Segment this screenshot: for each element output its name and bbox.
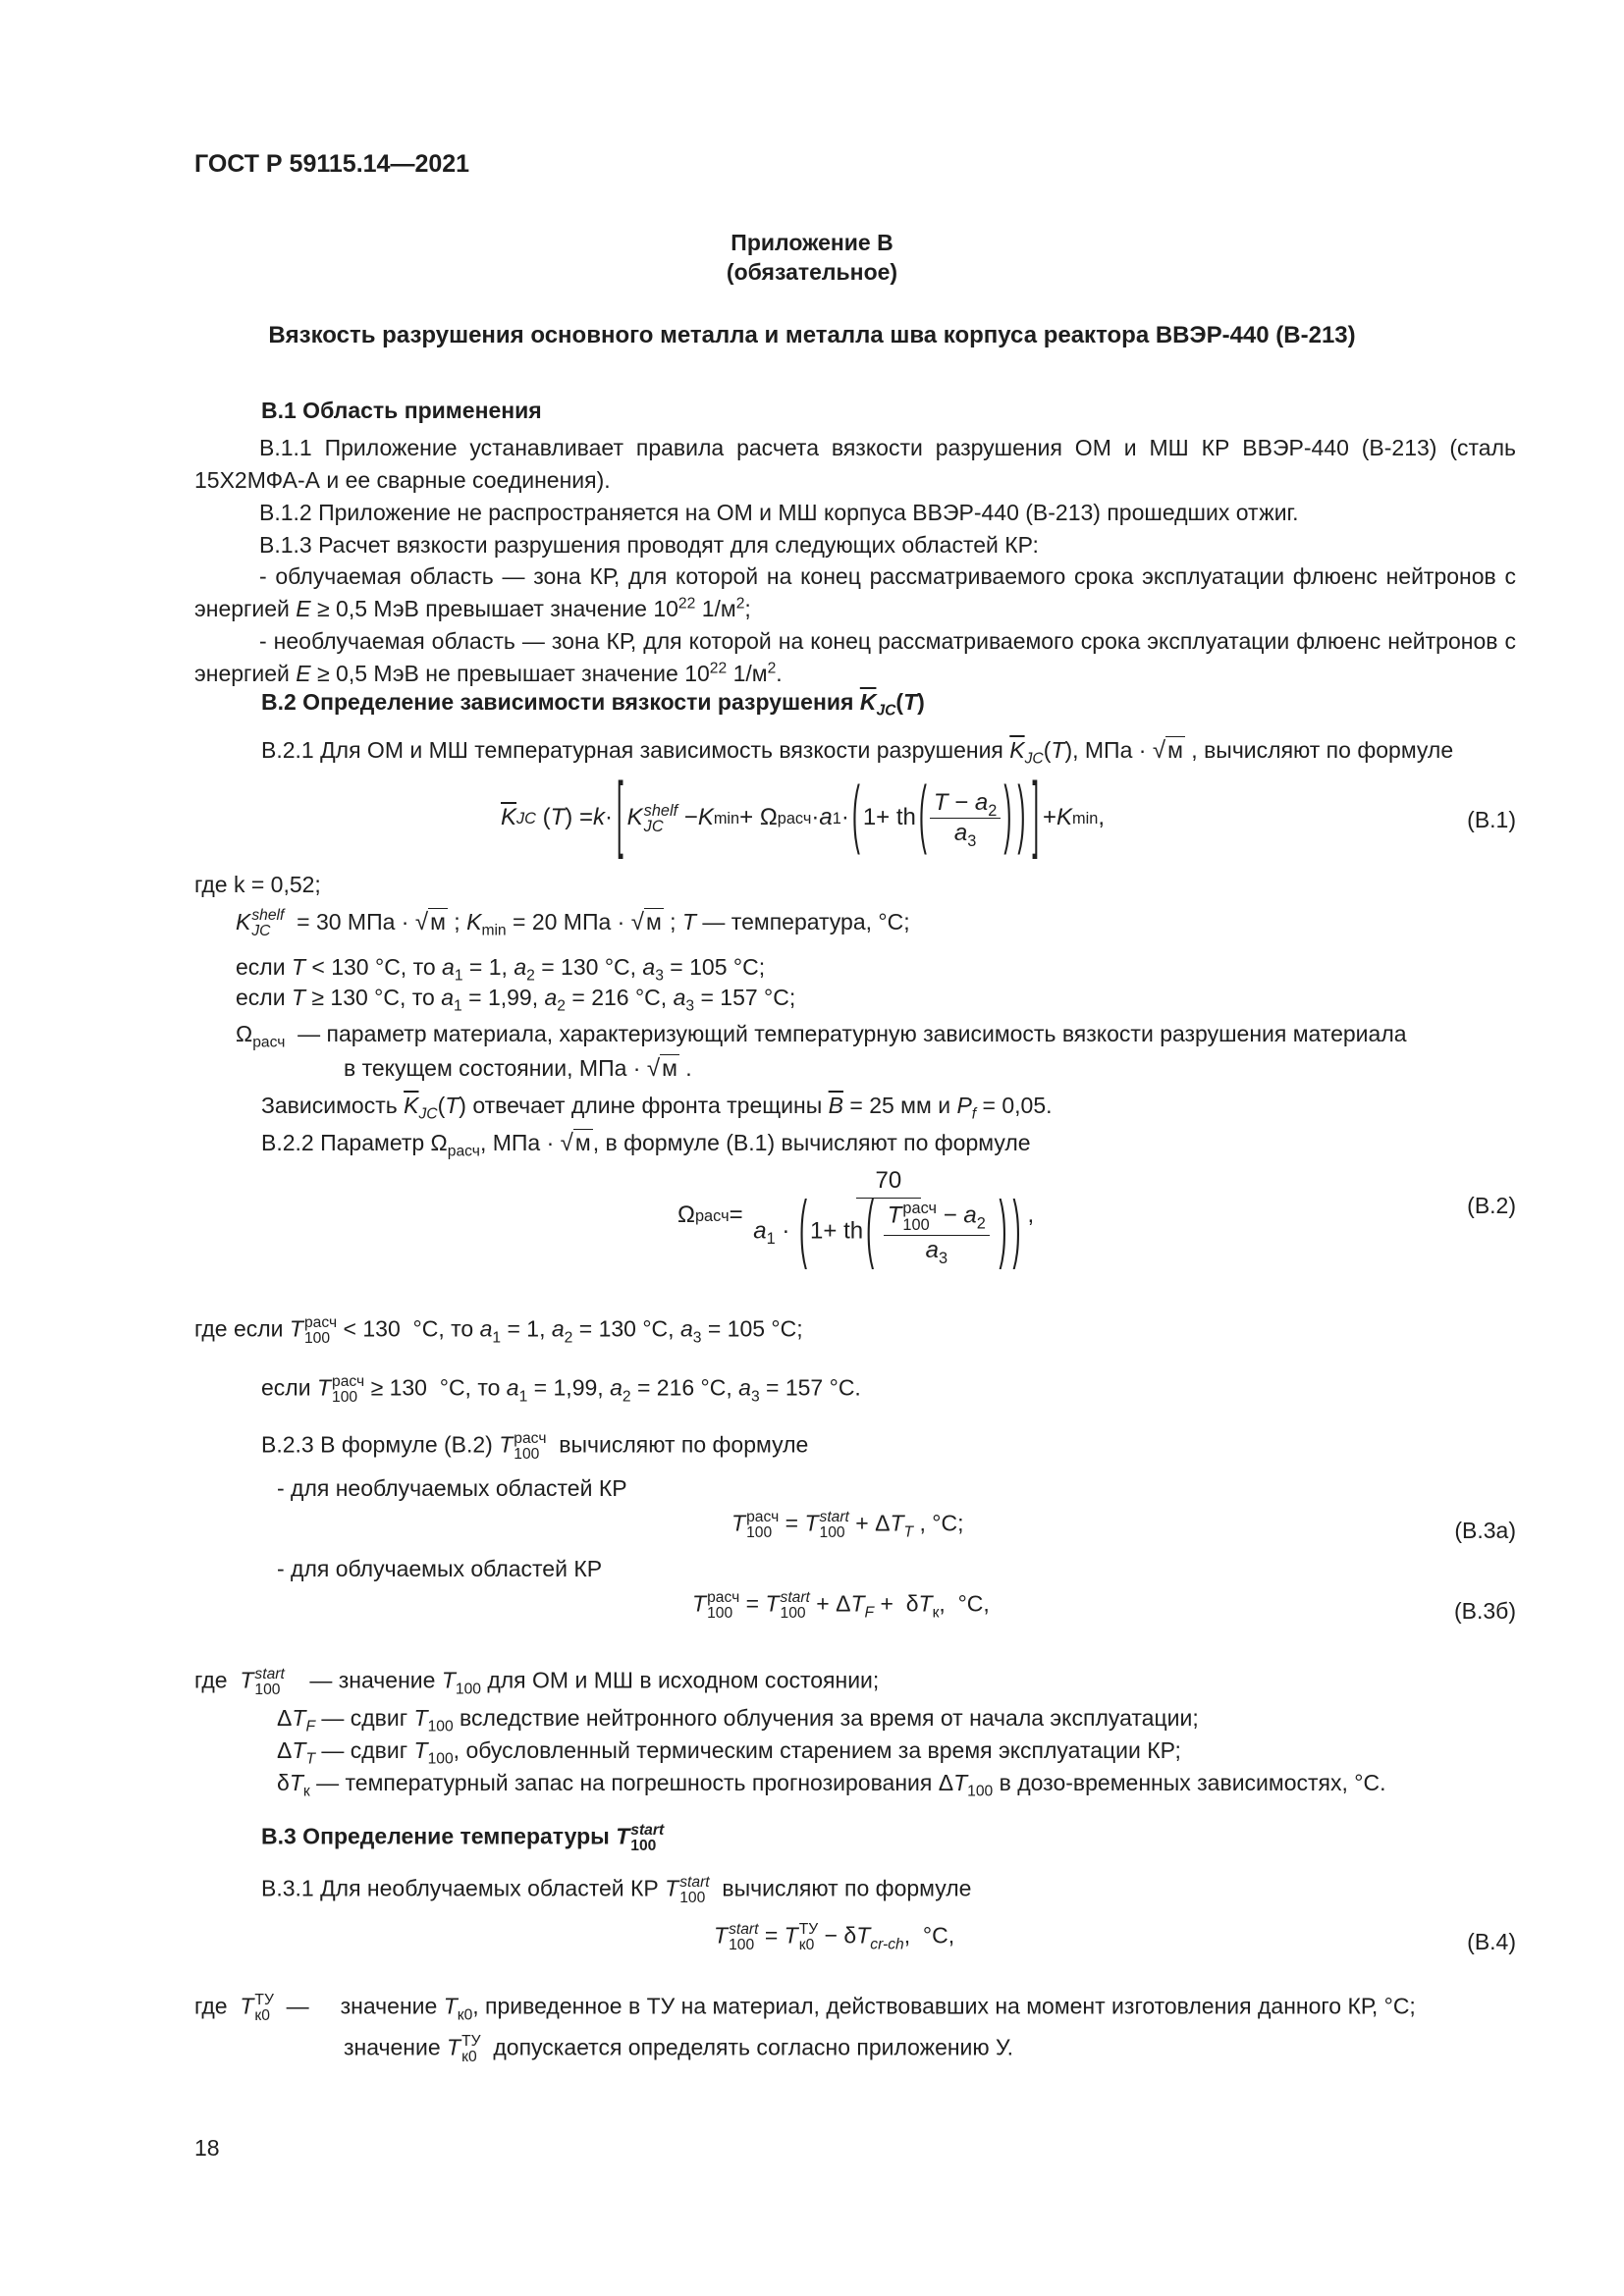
paragraph-b1-3 xyxy=(194,529,1516,561)
paragraph-text: В.1.2 Приложение не распространяется на ОМ и МШ корпуса ВВЭР-440 (В-213) прошедших отжиг. xyxy=(259,500,1299,525)
equation-b3a: T расч 100 = T start 100 + $\Delta T_T$ , °С; xyxy=(731,1509,964,1541)
where-def-3: $\Delta T_T$ — сдвиг $T_{100}$, обусловленный термическим старением за время эксплуатации КР; xyxy=(277,1737,1181,1768)
equation-b2: Ω расч = 70 $a_1$ · ( 1+ th ( T расч 100 − $a_2$ $a_3$ ) ) , xyxy=(677,1167,1035,1273)
page-number: 18 xyxy=(194,2135,220,2161)
where-tk0: где T ТУ к0 — значение $T_{к0}$, приведенное в ТУ на материал, действовавших на момент изготовления данного КР, °С; xyxy=(194,1992,1416,2024)
condition-3: где если T расч 100 < 130 °С, то $a_1 = 1$, $a_2 = 130$ °С, $a_3 = 105$ °С; xyxy=(194,1314,803,1347)
where-def-2: $\Delta T_F$ — сдвиг $T_{100}$ вследствие нейтронного облучения за время от начала эксплуатации; xyxy=(277,1705,1199,1735)
equation-number: (В.2) xyxy=(1467,1193,1516,1218)
dependency-line: Зависимость $\overline{K}_{JC}(T)$ отвечает длине фронта трещины $\overline{B} = 25$ мм и $P_f = 0,05$. xyxy=(261,1093,1053,1123)
where-tk0-cont: значение T ТУ к0 допускается определять согласно приложению У. xyxy=(344,2033,1013,2065)
paragraph-b2-2: В.2.2 Параметр $\Omega_{расч}$, МПа · √м, в формуле (В.1) вычисляют по формуле xyxy=(261,1130,1031,1160)
irradiated-label: - для облучаемых областей КР xyxy=(277,1556,603,1581)
doc-id: ГОСТ Р 59115.14—2021 xyxy=(194,150,470,178)
paragraph-text: В.1.3 Расчет вязкости разрушения проводят для следующих областей КР: xyxy=(259,532,1039,558)
k-shelf-def: K shelf JC = 30 МПа · √м ; $K_{min} = 20$ МПа · √м ; T — температура, °С; xyxy=(236,907,910,939)
where-def-4: $\delta T_к$ — температурный запас на погрешность прогнозирования $\Delta T_{100}$ в дозо-временных зависимостях, °С. xyxy=(277,1770,1386,1800)
equation-b1: $\overline{K}$ JC ( T ) = k · [ K shelf JC − K min + Ω расч · a 1 · ( 1+ th ( $\frac{T - a_2}{a_3}$ ) ) ] + K min , xyxy=(501,768,1106,864)
condition-2: если T ≥ 130 °С, то $a_1 = 1,99$, $a_2 = 216$ °С, $a_3 = 157$ °С; xyxy=(236,985,796,1015)
omega-def: $\Omega_{расч}$ — параметр материала, характеризующий температурную зависимость вязкости разрушения материала xyxy=(236,1021,1407,1051)
condition-1: если T < 130 °С, то $a_1 = 1$, $a_2 = 130$ °С, $a_3 = 105$ °С; xyxy=(236,954,766,985)
paragraph-b1-2 xyxy=(194,497,1516,529)
non-irradiated-label: - для необлучаемых областей КР xyxy=(277,1475,627,1501)
equation-b4: T start 100 = T ТУ к0 − $\delta T_{cr-ch}$, °С, xyxy=(714,1921,955,1953)
section-b1-heading: В.1 Область применения xyxy=(261,398,542,423)
equation-number: (В.1) xyxy=(1467,807,1516,832)
equation-number: (В.3а) xyxy=(1454,1518,1516,1543)
where-def-1: где T start 100 — значение $T_{100}$ для ОМ и МШ в исходном состоянии; xyxy=(194,1666,880,1698)
section-b2-heading: В.2 Определение зависимости вязкости разрушения $\overline{K}_{JC}(T)$ xyxy=(261,689,925,720)
condition-4: если T расч 100 ≥ 130 °С, то $a_1 = 1,99$, $a_2 = 216$ °С, $a_3 = 157$ °С. xyxy=(261,1373,861,1406)
paragraph-b1-1 xyxy=(194,432,1516,497)
equation-number: (В.4) xyxy=(1467,1929,1516,1954)
where-k: где k = 0,52; xyxy=(194,872,321,897)
paragraph-text: В.1.1 Приложение устанавливает правила расчета вязкости разрушения ОМ и МШ КР ВВЭР-440 (В-213) (сталь 15Х2МФА-А и ее сварные соединения). xyxy=(194,435,1516,493)
paragraph-b1-5: - необлучаемая область — зона КР, для которой на конец рассматриваемого срока эксплуатации флюенс нейтронов с энергией E ≥ 0,5 МэВ не превышает значение $10^{22}$ $1/м^2$. xyxy=(194,628,1516,686)
section-b3-heading: В.3 Определение температуры T start 100 xyxy=(261,1822,665,1854)
paragraph-text: - облучаемая область — зона КР, для которой на конец рассматриваемого срока эксплуатации флюенс нейтронов с энергией xyxy=(194,563,1516,621)
appendix-status: (обязательное) xyxy=(726,259,898,285)
paragraph-text: ≥ 0,5 МэВ превышает значение 10 xyxy=(317,596,678,621)
unit: 1/м xyxy=(732,661,768,686)
equation-number: (В.3б) xyxy=(1453,1598,1516,1624)
paragraph-b2-3: В.2.3 В формуле (В.2) T расч 100 вычисляют по формуле xyxy=(261,1430,809,1463)
paragraph-b1-4: - облучаемая область — зона КР, для которой на конец рассматриваемого срока эксплуатации флюенс нейтронов с энергией E ≥ 0,5 МэВ превышает значение $10^{22}$ $1/м^2$; xyxy=(194,563,1516,621)
appendix-heading: Вязкость разрушения основного металла и металла шва корпуса реактора ВВЭР-440 (В-213) xyxy=(268,322,1356,348)
paragraph-b2-1: В.2.1 Для ОМ и МШ температурная зависимость вязкости разрушения $\overline{K}_{JC}(T)$, МПа · √м , вычисляют по формуле xyxy=(261,737,1454,768)
paragraph-b3-1: В.3.1 Для необлучаемых областей КР T start 100 вычисляют по формуле xyxy=(261,1874,972,1906)
omega-def-cont: в текущем состоянии, МПа · √м . xyxy=(344,1055,692,1082)
appendix-title: Приложение В xyxy=(731,230,893,255)
exponent: 22 xyxy=(709,660,728,677)
exponent: 22 xyxy=(677,595,696,613)
paragraph-text: - необлучаемая область — зона КР, для которой на конец рассматриваемого срока эксплуатации флюенс нейтронов с энергией xyxy=(194,628,1516,686)
unit: 1/м xyxy=(701,596,736,621)
paragraph-text: ≥ 0,5 МэВ не превышает значение 10 xyxy=(317,661,710,686)
equation-b3b: T расч 100 = T start 100 + $\Delta T_F + \delta T_к$, °С, xyxy=(692,1589,990,1622)
